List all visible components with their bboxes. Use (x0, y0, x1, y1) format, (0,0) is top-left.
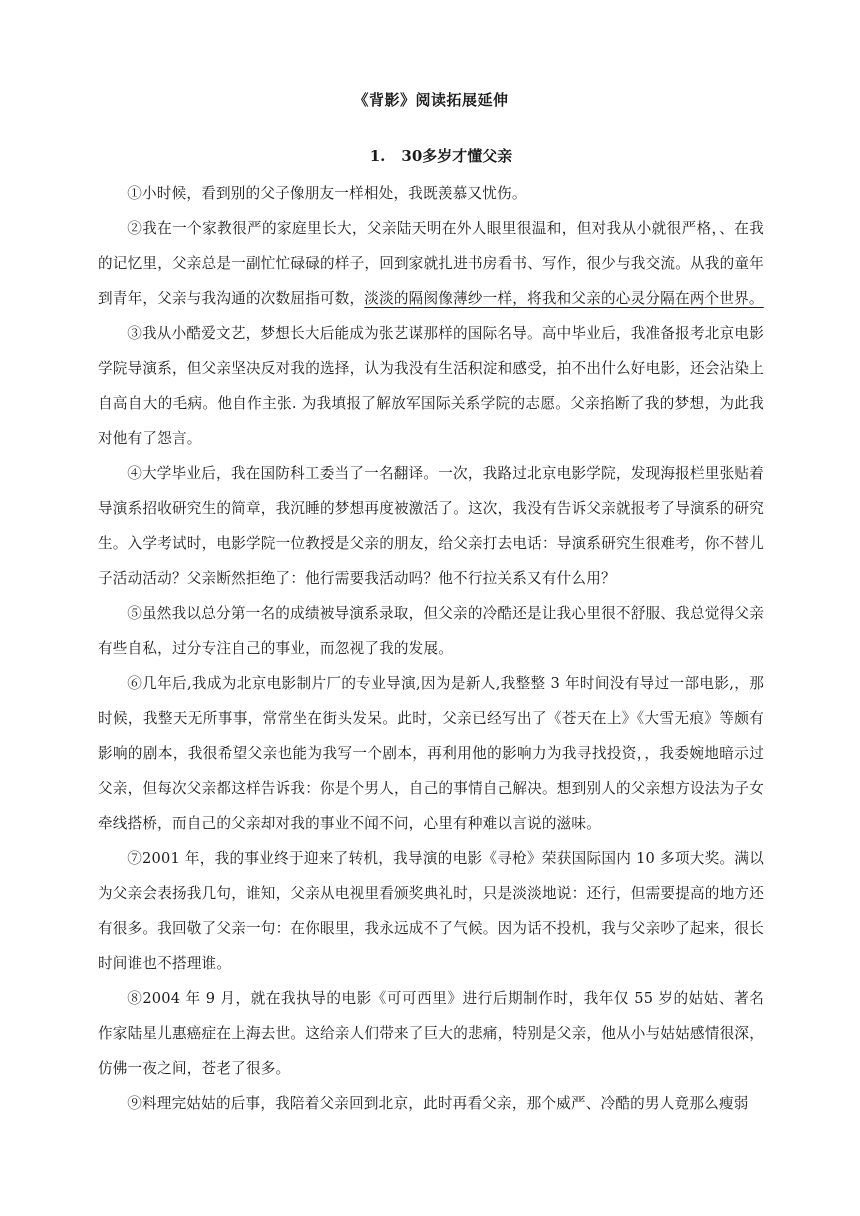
paragraph-9 (98, 1086, 764, 1121)
paragraph-text: ⑤虽然我以总分第一名的成绩被导演系录取，但父亲的冷酷还是让我心里很不舒服、我总觉得父亲有些自私，过分专注自己的事业，而忽视了我的发展。 (98, 605, 764, 657)
paragraph-text: ⑧2004 年 9 月，就在我执导的电影《可可西里》进行后期制作时，我年仅 55 岁的姑姑、著名作家陆星儿惠癌症在上海去世。这给亲人们带来了巨大的悲痛，特别是父亲，他从小与姑姑感情很深，仿佛一夜之间，苍老了很多。 (98, 990, 764, 1077)
paragraph-text: ②我在一个家教很严的家庭里长大，父亲陆天明在外人眼里很温和，但对我从小就很严格，、在我的记忆里，父亲总是一副忙忙碌碌的样子，回到家就扎进书房看书、写作，很少与我交流。从我的童年到青年，父亲与我沟通的次数屈指可数， (98, 220, 764, 307)
paragraph-2 (98, 211, 764, 316)
paragraph-text: ③我从小酷爱文艺，梦想长大后能成为张艺谋那样的国际名导。高中毕业后，我准备报考北京电影学院导演系，但父亲坚决反对我的选择，认为我没有生活积淀和感受，拍不出什么好电影，还会沾染上自高自大的毛病。他自作主张. 为我填报了解放军国际关系学院的志愿。父亲掐断了我的梦想，为此我对他有了怨言。 (98, 325, 764, 447)
paragraph-text: ①小时候，看到别的父子像朋友一样相处，我既羡慕又忧伤。 (127, 185, 527, 202)
paragraph-5 (98, 596, 764, 666)
paragraph-text: ⑥几年后,我成为北京电影制片厂的专业导演,因为是新人,我整整 3 年时间没有导过一部电影,，那时候，我整天无所事事，常常坐在街头发呆。此时，父亲已经写出了《苍天在上》《大雪无痕》等颇有影响的剧本，我很希望父亲也能为我写一个剧本，再利用他的影响力为我寻找投资，，我委婉地暗示过父亲，但每次父亲都这样告诉我：你是个男人，自己的事情自己解决。想到别人的父亲想方设法为子女牵线搭桥，而自己的父亲却对我的事业不闻不问，心里有种难以言说的滋味。 (98, 675, 764, 832)
paragraph-text: ⑦2001 年，我的事业终于迎来了转机，我导演的电影《寻枪》荣获国际国内 10 多项大奖。满以为父亲会表扬我几句，谁知，父亲从电视里看颁奖典礼时，只是淡淡地说：还行，但需要提高的地方还有很多。我回敬了父亲一句：在你眼里，我永远成不了气候。因为话不投机，我与父亲吵了起来，很长时间谁也不搭理谁。 (98, 850, 764, 972)
paragraph-4 (98, 456, 764, 596)
paragraph-1 (98, 176, 764, 211)
section-heading (98, 144, 764, 168)
underlined-sentence: 淡淡的隔阂像薄纱一样，将我和父亲的心灵分隔在两个世界。 (364, 290, 764, 307)
paragraph-6 (98, 666, 764, 841)
paragraph-text: ④大学毕业后，我在国防科工委当了一名翻译。一次，我路过北京电影学院，发现海报栏里张贴着导演系招收研究生的简章，我沉睡的梦想再度被激活了。这次，我没有告诉父亲就报考了导演系的研究生。入学考试时，电影学院一位教授是父亲的朋友，给父亲打去电话：导演系研究生很难考，你不替儿子活动活动？父亲断然拒绝了：他行需要我活动吗？他不行拉关系又有什么用？ (98, 465, 764, 587)
document-title: 《背影》阅读拓展延伸 (353, 91, 509, 109)
paragraph-text: ⑨料理完姑姑的后事，我陪着父亲回到北京，此时再看父亲，那个威严、冷酷的男人竟那么瘦弱 (127, 1095, 749, 1112)
document-page (98, 88, 764, 1121)
section-title: 30多岁才懂父亲 (401, 147, 513, 165)
section-number: 1. (369, 147, 386, 165)
paragraph-7 (98, 841, 764, 981)
paragraph-3 (98, 316, 764, 456)
paragraph-8 (98, 981, 764, 1086)
